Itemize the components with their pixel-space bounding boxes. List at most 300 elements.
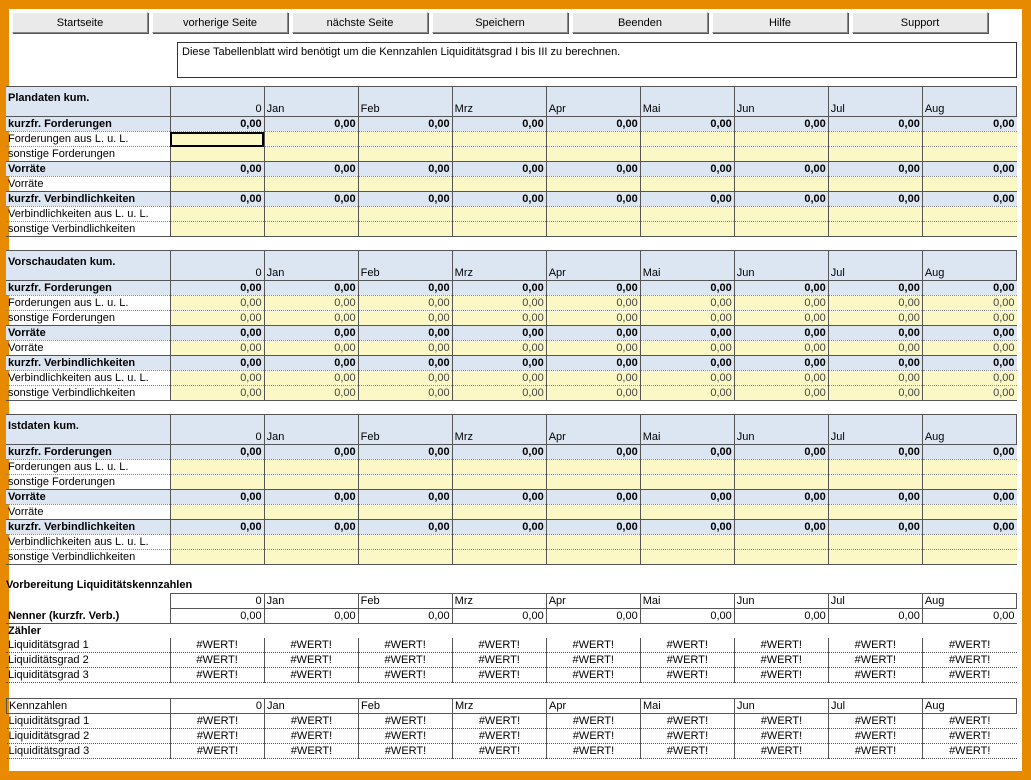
value-cell[interactable] (452, 505, 546, 520)
value-cell: 0,00 (452, 326, 546, 341)
value-cell[interactable]: 0,00 (640, 371, 734, 386)
value-cell: 0,00 (264, 490, 358, 505)
value-cell: 0,00 (922, 356, 1016, 371)
value-cell[interactable]: 0,00 (922, 341, 1016, 356)
row-label: Forderungen aus L. u. L. (6, 296, 170, 311)
value-cell: #WERT! (359, 729, 453, 744)
value-cell[interactable] (452, 535, 546, 550)
value-cell[interactable] (170, 177, 264, 192)
value-cell[interactable] (734, 475, 828, 490)
value-cell[interactable] (170, 550, 264, 565)
value-cell[interactable] (170, 505, 264, 520)
value-cell[interactable] (358, 177, 452, 192)
value-cell: 0,00 (828, 192, 922, 207)
table-row (7, 744, 1017, 759)
row-label: kurzfr. Verbindlichkeiten (6, 356, 170, 371)
value-cell[interactable] (640, 207, 734, 222)
value-cell[interactable] (828, 535, 922, 550)
table-row (6, 356, 1017, 371)
value-cell: 0,00 (170, 609, 264, 624)
value-cell[interactable]: 0,00 (264, 386, 358, 401)
help-button[interactable]: Hilfe (712, 12, 848, 33)
value-cell[interactable]: 0,00 (828, 311, 922, 326)
value-cell: 0,00 (358, 192, 452, 207)
value-cell: #WERT! (923, 714, 1017, 729)
value-cell: #WERT! (171, 744, 265, 759)
value-cell[interactable] (922, 505, 1016, 520)
value-cell[interactable] (546, 207, 640, 222)
table-row (6, 668, 1017, 683)
value-cell[interactable] (640, 535, 734, 550)
value-cell[interactable] (546, 475, 640, 490)
row-label: kurzfr. Verbindlichkeiten (6, 520, 170, 535)
value-cell: 0,00 (828, 162, 922, 177)
value-cell: #WERT! (452, 638, 546, 653)
value-cell[interactable]: 0,00 (358, 311, 452, 326)
value-cell: 0,00 (546, 117, 640, 132)
value-cell[interactable] (734, 207, 828, 222)
next-page-button[interactable]: nächste Seite (292, 12, 428, 33)
value-cell[interactable]: 0,00 (546, 311, 640, 326)
value-cell[interactable]: 0,00 (264, 311, 358, 326)
value-cell[interactable]: 0,00 (358, 386, 452, 401)
value-cell[interactable]: 0,00 (734, 311, 828, 326)
preparation-table (6, 593, 1017, 683)
value-cell[interactable] (264, 147, 358, 162)
column-header-month: Jul (828, 251, 922, 281)
value-cell[interactable] (828, 460, 922, 475)
exit-button[interactable]: Beenden (572, 12, 708, 33)
row-label: sonstige Forderungen (6, 475, 170, 490)
value-cell[interactable]: 0,00 (170, 311, 264, 326)
value-cell[interactable]: 0,00 (922, 371, 1016, 386)
value-cell: 0,00 (264, 192, 358, 207)
row-label: Vorräte (6, 505, 170, 520)
column-header-month: Apr (546, 251, 640, 281)
previous-page-button[interactable]: vorherige Seite (152, 12, 288, 33)
value-cell[interactable] (828, 475, 922, 490)
value-cell[interactable]: 0,00 (546, 371, 640, 386)
row-label: kurzfr. Forderungen (6, 117, 170, 132)
value-cell[interactable] (358, 460, 452, 475)
value-cell[interactable] (828, 132, 922, 147)
value-cell: 0,00 (546, 520, 640, 535)
value-cell: 0,00 (546, 281, 640, 296)
value-cell[interactable]: 0,00 (264, 296, 358, 311)
value-cell: 0,00 (358, 445, 452, 460)
value-cell[interactable] (452, 207, 546, 222)
start-button[interactable]: Startseite (12, 12, 148, 33)
value-cell[interactable]: 0,00 (358, 371, 452, 386)
value-cell: #WERT! (828, 668, 922, 683)
value-cell[interactable] (358, 535, 452, 550)
column-header-month: Mai (641, 699, 735, 714)
value-cell[interactable] (452, 222, 546, 237)
value-cell: 0,00 (358, 520, 452, 535)
value-cell[interactable]: 0,00 (640, 386, 734, 401)
column-header-month: Jul (828, 594, 922, 609)
value-cell[interactable]: 0,00 (640, 296, 734, 311)
section-kpi (6, 698, 1017, 759)
column-header-zero: 0 (170, 594, 264, 609)
row-label: Verbindlichkeiten aus L. u. L. (6, 371, 170, 386)
value-cell[interactable] (358, 132, 452, 147)
value-cell: #WERT! (734, 668, 828, 683)
section-title: Plandaten kum. (6, 87, 170, 117)
value-cell: 0,00 (734, 281, 828, 296)
value-cell[interactable] (640, 475, 734, 490)
value-cell[interactable] (828, 207, 922, 222)
value-cell[interactable]: 0,00 (170, 341, 264, 356)
value-cell: #WERT! (734, 638, 828, 653)
value-cell[interactable] (170, 132, 264, 147)
value-cell[interactable]: 0,00 (358, 296, 452, 311)
column-header-month: Jun (734, 87, 828, 117)
value-cell[interactable] (922, 132, 1016, 147)
value-cell[interactable] (546, 132, 640, 147)
value-cell[interactable] (640, 147, 734, 162)
section-vorschaudaten (6, 250, 1017, 401)
value-cell[interactable] (734, 550, 828, 565)
value-cell: 0,00 (922, 445, 1016, 460)
table-row (6, 296, 1017, 311)
row-label: Verbindlichkeiten aus L. u. L. (6, 535, 170, 550)
value-cell: 0,00 (546, 609, 640, 624)
value-cell[interactable] (264, 222, 358, 237)
value-cell[interactable] (170, 222, 264, 237)
value-cell[interactable] (264, 535, 358, 550)
value-cell: 0,00 (264, 520, 358, 535)
value-cell[interactable] (922, 222, 1016, 237)
value-cell: 0,00 (640, 490, 734, 505)
value-cell: #WERT! (452, 653, 546, 668)
value-cell[interactable]: 0,00 (640, 341, 734, 356)
row-label: sonstige Verbindlichkeiten (6, 550, 170, 565)
row-label: Liquiditätsgrad 1 (6, 638, 170, 653)
value-cell: 0,00 (546, 445, 640, 460)
value-cell[interactable] (546, 177, 640, 192)
value-cell[interactable]: 0,00 (734, 296, 828, 311)
value-cell[interactable]: 0,00 (546, 341, 640, 356)
value-cell[interactable]: 0,00 (640, 311, 734, 326)
table-row (6, 460, 1017, 475)
value-cell[interactable] (452, 147, 546, 162)
value-cell[interactable]: 0,00 (922, 386, 1016, 401)
value-cell: 0,00 (922, 117, 1016, 132)
row-label: Liquiditätsgrad 3 (6, 668, 170, 683)
value-cell: 0,00 (828, 356, 922, 371)
value-cell: #WERT! (829, 714, 923, 729)
value-cell: #WERT! (170, 638, 264, 653)
value-cell[interactable]: 0,00 (734, 341, 828, 356)
row-label: Liquiditätsgrad 2 (7, 729, 171, 744)
value-cell[interactable] (546, 460, 640, 475)
column-header-month: Mrz (453, 699, 547, 714)
value-cell[interactable] (170, 535, 264, 550)
table-row (6, 386, 1017, 401)
value-cell[interactable] (358, 475, 452, 490)
value-cell[interactable] (922, 147, 1016, 162)
table-row (6, 162, 1017, 177)
value-cell[interactable]: 0,00 (264, 341, 358, 356)
value-cell: #WERT! (641, 744, 735, 759)
value-cell: 0,00 (452, 162, 546, 177)
value-cell: 0,00 (264, 609, 358, 624)
value-cell[interactable] (734, 132, 828, 147)
value-cell: 0,00 (922, 162, 1016, 177)
table-row (6, 520, 1017, 535)
row-label: Liquiditätsgrad 1 (7, 714, 171, 729)
value-cell: #WERT! (358, 668, 452, 683)
value-cell[interactable] (734, 505, 828, 520)
value-cell[interactable] (546, 147, 640, 162)
value-cell: 0,00 (734, 520, 828, 535)
value-cell[interactable] (734, 535, 828, 550)
value-cell[interactable] (828, 505, 922, 520)
table-row (6, 207, 1017, 222)
value-cell: #WERT! (828, 638, 922, 653)
value-cell[interactable]: 0,00 (170, 386, 264, 401)
value-cell[interactable] (828, 550, 922, 565)
value-cell[interactable]: 0,00 (922, 296, 1016, 311)
value-cell[interactable] (170, 147, 264, 162)
value-cell: #WERT! (547, 714, 641, 729)
column-header-month: Feb (358, 594, 452, 609)
row-label: Zähler (6, 624, 170, 639)
value-cell[interactable]: 0,00 (734, 371, 828, 386)
value-cell: #WERT! (265, 714, 359, 729)
kpi-table (6, 698, 1017, 759)
column-header-month: Jan (264, 251, 358, 281)
value-cell[interactable] (264, 460, 358, 475)
column-header-month: Aug (922, 251, 1016, 281)
value-cell: #WERT! (358, 653, 452, 668)
value-cell: 0,00 (358, 326, 452, 341)
row-label: kurzfr. Forderungen (6, 281, 170, 296)
value-cell: 0,00 (546, 326, 640, 341)
value-cell: #WERT! (735, 744, 829, 759)
column-header-month: Mai (640, 87, 734, 117)
value-cell: #WERT! (452, 668, 546, 683)
value-cell[interactable]: 0,00 (828, 386, 922, 401)
kpi-title: Kennzahlen (7, 699, 171, 714)
value-cell: 0,00 (452, 520, 546, 535)
value-cell[interactable] (264, 207, 358, 222)
column-header-month: Apr (546, 594, 640, 609)
value-cell[interactable] (452, 460, 546, 475)
value-cell: 0,00 (264, 326, 358, 341)
row-label: Vorräte (6, 490, 170, 505)
value-cell[interactable]: 0,00 (170, 296, 264, 311)
value-cell[interactable]: 0,00 (452, 371, 546, 386)
column-header-month: Aug (923, 699, 1017, 714)
value-cell[interactable] (922, 460, 1016, 475)
value-cell: 0,00 (640, 162, 734, 177)
value-cell[interactable] (640, 460, 734, 475)
row-label: sonstige Verbindlichkeiten (6, 222, 170, 237)
column-header-month: Feb (358, 87, 452, 117)
table-row (6, 281, 1017, 296)
value-cell[interactable] (170, 460, 264, 475)
value-cell: 0,00 (358, 162, 452, 177)
value-cell: #WERT! (453, 714, 547, 729)
column-header-month: Jul (828, 415, 922, 445)
value-cell[interactable] (922, 475, 1016, 490)
value-cell[interactable]: 0,00 (452, 386, 546, 401)
value-cell[interactable] (264, 132, 358, 147)
table-row (7, 729, 1017, 744)
value-cell[interactable]: 0,00 (734, 386, 828, 401)
row-label: Liquiditätsgrad 2 (6, 653, 170, 668)
support-button[interactable]: Support (852, 12, 988, 33)
row-label: Verbindlichkeiten aus L. u. L. (6, 207, 170, 222)
value-cell[interactable] (640, 505, 734, 520)
table-row (6, 609, 1017, 624)
value-cell[interactable] (358, 207, 452, 222)
table-row (6, 326, 1017, 341)
value-cell[interactable] (546, 222, 640, 237)
value-cell[interactable]: 0,00 (922, 311, 1016, 326)
value-cell[interactable] (546, 535, 640, 550)
value-cell[interactable]: 0,00 (452, 311, 546, 326)
value-cell: #WERT! (922, 653, 1016, 668)
value-cell[interactable] (170, 475, 264, 490)
value-cell: #WERT! (264, 653, 358, 668)
row-label: Liquiditätsgrad 3 (7, 744, 171, 759)
value-cell[interactable] (922, 535, 1016, 550)
value-cell[interactable] (828, 177, 922, 192)
value-cell[interactable]: 0,00 (358, 341, 452, 356)
value-cell[interactable] (264, 177, 358, 192)
value-cell: 0,00 (828, 445, 922, 460)
table-row (6, 117, 1017, 132)
value-cell[interactable] (452, 177, 546, 192)
value-cell[interactable] (170, 207, 264, 222)
value-cell: #WERT! (547, 744, 641, 759)
value-cell[interactable] (828, 147, 922, 162)
column-header-month: Jan (265, 699, 359, 714)
value-cell: #WERT! (265, 744, 359, 759)
save-button[interactable]: Speichern (432, 12, 568, 33)
value-cell: 0,00 (170, 356, 264, 371)
value-cell: 0,00 (828, 281, 922, 296)
value-cell: 0,00 (640, 192, 734, 207)
value-cell[interactable] (358, 505, 452, 520)
value-cell[interactable] (264, 475, 358, 490)
column-header-month: Jul (829, 699, 923, 714)
value-cell: #WERT! (265, 729, 359, 744)
value-cell[interactable]: 0,00 (828, 371, 922, 386)
value-cell[interactable]: 0,00 (170, 371, 264, 386)
value-cell[interactable] (922, 550, 1016, 565)
toolbar (9, 9, 1022, 35)
value-cell[interactable]: 0,00 (452, 296, 546, 311)
value-cell: 0,00 (170, 445, 264, 460)
value-cell: 0,00 (734, 609, 828, 624)
value-cell: 0,00 (264, 162, 358, 177)
table-row (6, 550, 1017, 565)
value-cell[interactable]: 0,00 (828, 341, 922, 356)
column-header-zero: 0 (170, 415, 264, 445)
table-row (6, 192, 1017, 207)
value-cell: 0,00 (828, 520, 922, 535)
value-cell: #WERT! (546, 638, 640, 653)
table-row (6, 490, 1017, 505)
column-header-month: Jun (735, 699, 829, 714)
value-cell[interactable] (452, 550, 546, 565)
value-cell[interactable] (546, 550, 640, 565)
value-cell[interactable] (922, 207, 1016, 222)
value-cell[interactable] (640, 550, 734, 565)
table-row (6, 371, 1017, 386)
value-cell[interactable] (734, 222, 828, 237)
value-cell[interactable] (828, 222, 922, 237)
value-cell[interactable] (358, 550, 452, 565)
value-cell[interactable] (640, 222, 734, 237)
value-cell: #WERT! (641, 714, 735, 729)
value-cell[interactable] (734, 460, 828, 475)
value-cell: 0,00 (546, 162, 640, 177)
value-cell: 0,00 (640, 609, 734, 624)
column-header-month: Aug (922, 415, 1016, 445)
value-cell[interactable]: 0,00 (452, 341, 546, 356)
column-header-month: Mrz (452, 251, 546, 281)
value-cell: 0,00 (546, 356, 640, 371)
value-cell: #WERT! (546, 668, 640, 683)
value-cell[interactable] (358, 147, 452, 162)
value-cell[interactable] (640, 177, 734, 192)
value-cell[interactable]: 0,00 (546, 386, 640, 401)
value-cell[interactable] (264, 550, 358, 565)
value-cell: #WERT! (829, 729, 923, 744)
value-cell: 0,00 (922, 326, 1016, 341)
value-cell: 0,00 (734, 162, 828, 177)
row-label: Nenner (kurzfr. Verb.) (8, 609, 120, 622)
value-cell: 0,00 (734, 356, 828, 371)
value-cell[interactable] (452, 132, 546, 147)
column-header-month: Mrz (452, 415, 546, 445)
value-cell: 0,00 (734, 445, 828, 460)
value-cell: #WERT! (547, 729, 641, 744)
value-cell[interactable] (452, 475, 546, 490)
value-cell[interactable] (640, 132, 734, 147)
value-cell: #WERT! (640, 653, 734, 668)
value-cell[interactable] (734, 177, 828, 192)
column-header-month: Jun (734, 251, 828, 281)
value-cell[interactable] (734, 147, 828, 162)
data-table (6, 414, 1017, 565)
value-cell[interactable] (358, 222, 452, 237)
column-header-month: Apr (547, 699, 641, 714)
value-cell: 0,00 (640, 326, 734, 341)
value-cell: #WERT! (264, 668, 358, 683)
value-cell: #WERT! (170, 668, 264, 683)
value-cell: 0,00 (922, 192, 1016, 207)
section-title: Vorschaudaten kum. (6, 251, 170, 281)
value-cell: 0,00 (452, 356, 546, 371)
value-cell: 0,00 (170, 281, 264, 296)
value-cell: #WERT! (546, 653, 640, 668)
value-cell[interactable] (264, 505, 358, 520)
row-label: Vorräte (6, 326, 170, 341)
value-cell[interactable] (922, 177, 1016, 192)
value-cell[interactable] (546, 505, 640, 520)
column-header-month: Apr (546, 87, 640, 117)
value-cell[interactable]: 0,00 (828, 296, 922, 311)
table-row (6, 475, 1017, 490)
value-cell[interactable]: 0,00 (546, 296, 640, 311)
value-cell[interactable]: 0,00 (264, 371, 358, 386)
